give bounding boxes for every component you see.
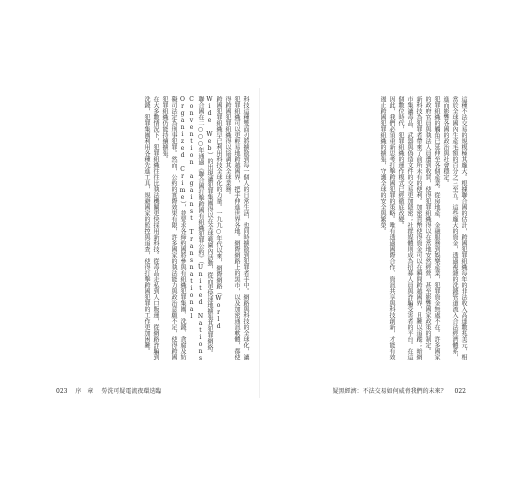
left-paragraph: 科技這種雙面刃將擴散到每一個人的日常生活，也同時擴散到犯罪者手中。網路與科技的全球化，讓犯罪組織可以更輕易地跨越國界，把手伸進世界各地。網際網路上的黑市，以及加密通訊軟體，都使得跨國犯罪組織得以協調其全球業務。	[224, 96, 249, 360]
left-running-title: 勞洗可疑電流夜環迭臨	[101, 388, 162, 395]
right-page-footer	[327, 388, 466, 396]
left-page-footer	[56, 388, 167, 396]
right-running-title: 疑黑經濟：不法交易如何威脅我們的未來？	[332, 388, 447, 395]
left-paragraph: 跨國犯罪組織早已利用科技全球化的力量。一九九○年代以來，網際網路（World Wide Web）的出現讓犯罪集團得以在全球範圍內活動，從而更快速地擴張其犯罪網絡。	[206, 96, 222, 356]
right-paragraph: 這種不法交易的規模極其龐大。根據聯合國的估計，跨國犯罪組織每年的非法收入高達數兆美元，相當於全球國內生產毛額的百分之三至五。這些龐大的資金，透過複雜的洗錢管道流入合法經濟體系，進而影響各國的政治與社會穩定。	[442, 96, 467, 360]
right-page-number: 022	[454, 388, 466, 395]
left-page-body	[54, 96, 250, 364]
right-paragraph: 因此，我們必須重新思考打擊跨國犯罪的策略。唯有透過國際合作、資訊共享與科技創新，才能有效遏止跨國犯罪組織的擴張，守護全球的安全與繁榮。	[379, 96, 395, 360]
right-paragraph: 犯罪組織的觸角已延伸至各個產業。從房地產、金融服務到娛樂產業，犯罪資金無處不在。許多國家的政府官員與執法人員遭到收買，使得犯罪組織得以在當地安然經營，甚至影響國家政策的制定。	[424, 96, 440, 360]
left-section-label: 序 章	[75, 388, 94, 395]
page-gutter	[259, 88, 260, 398]
left-paragraph: 聯合國在二○○○年通過《聯合國打擊跨國有組織犯罪公約》（United Nations Convention against Transnational Organized Crime），並要求各締約國將參與有組織犯罪集團、洗錢、貪腐及妨礙司法定為刑事犯罪。然而，公約的實際效果有限，許多國家的執法能力與政治意願不足，使得跨國犯罪組織仍能持續擴張。	[161, 96, 204, 362]
right-page-body	[270, 96, 468, 364]
left-paragraph: 在大多數情況下，犯罪組織往往比執法機關更快採用新科技。從毒品走私到人口販運，從網路詐騙到洗錢，犯罪集團利用各種先進工具，規避國家的監控與追查，使得打擊跨國犯罪的工作更加困難。	[143, 96, 159, 360]
left-page-number: 023	[56, 388, 68, 395]
right-paragraph: 新科技為犯罪者帶來了前所未有的便利。加密貨幣使得資金可以在瞬間跨越國界，且難以追蹤；暗網市集讓毒品、武器與偽造文件的交易更加隱密；社群媒體則成為招募人員與詐騙受害者的平台。在這個數位時代，犯罪組織的運作模式已經徹底改變。	[397, 96, 422, 360]
